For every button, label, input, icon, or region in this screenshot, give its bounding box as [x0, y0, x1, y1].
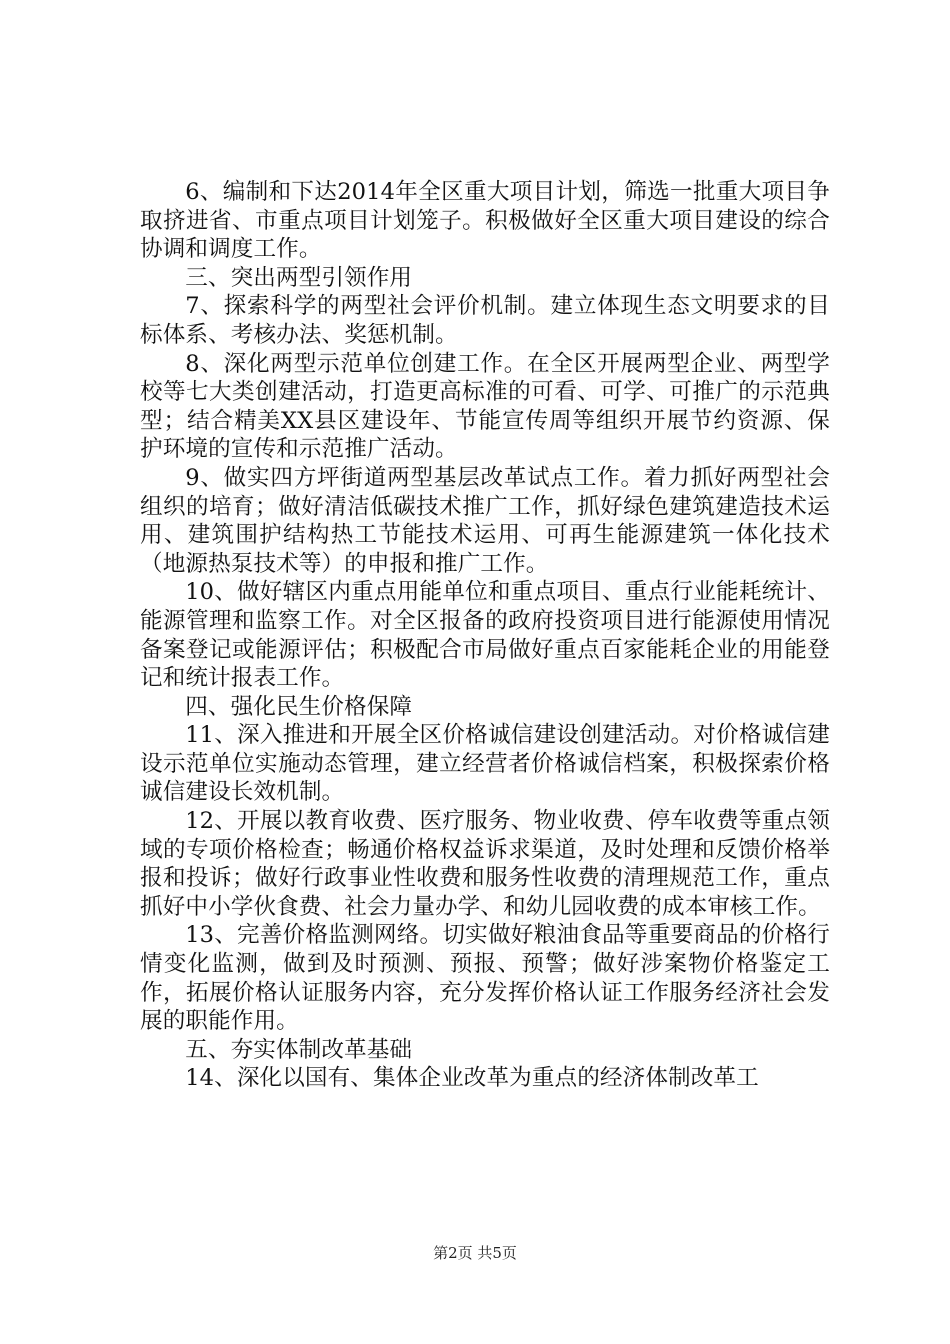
paragraph-14: 14、深化以国有、集体企业改革为重点的经济体制改革工 — [185, 1065, 759, 1092]
page-footer — [0, 1242, 950, 1263]
document-body — [140, 178, 830, 1093]
section-heading-3: 三、突出两型引领作用 — [185, 264, 413, 291]
paragraph-12: 12、开展以教育收费、医疗服务、物业收费、停车收费等重点领域的专项价格检查；畅通价格权益诉求渠道，及时处理和反馈价格举报和投诉；做好行政事业性收费和服务性收费的清理规范工作，重点抓好中小学伙食费、社会力量办学、和幼儿园收费的成本审核工作。 — [140, 808, 830, 920]
section-heading-4: 四、强化民生价格保障 — [185, 693, 413, 720]
section-heading-5: 五、夯实体制改革基础 — [185, 1036, 413, 1063]
paragraph-9: 9、做实四方坪街道两型基层改革试点工作。着力抓好两型社会组织的培育；做好清洁低碳技术推广工作，抓好绿色建筑建造技术运用、建筑围护结构热工节能技术运用、可再生能源建筑一体化技术（地源热泵技术等）的申报和推广工作。 — [140, 464, 830, 577]
paragraph-10: 10、做好辖区内重点用能单位和重点项目、重点行业能耗统计、能源管理和监察工作。对全区报备的政府投资项目进行能源使用情况备案登记或能源评估；积极配合市局做好重点百家能耗企业的用能登记和统计报表工作。 — [140, 579, 830, 692]
paragraph-13: 13、完善价格监测网络。切实做好粮油食品等重要商品的价格行情变化监测，做到及时预测、预报、预警；做好涉案物价格鉴定工作，拓展价格认证服务内容，充分发挥价格认证工作服务经济社会发展的职能作用。 — [140, 922, 830, 1035]
paragraph-6: 6、编制和下达2014年全区重大项目计划，筛选一批重大项目争取挤进省、市重点项目计划笼子。积极做好全区重大项目建设的综合协调和调度工作。 — [140, 179, 830, 263]
paragraph-8: 8、深化两型示范单位创建工作。在全区开展两型企业、两型学校等七大类创建活动，打造更高标准的可看、可学、可推广的示范典型；结合精美XX县区建设年、节能宣传周等组织开展节约资源、保护环境的宣传和示范推广活动。 — [140, 350, 830, 463]
page-number-label: 第2页 共5页 — [433, 1244, 517, 1262]
paragraph-11: 11、深入推进和开展全区价格诚信建设创建活动。对价格诚信建设示范单位实施动态管理，建立经营者价格诚信档案，积极探索价格诚信建设长效机制。 — [140, 722, 830, 806]
paragraph-7: 7、探索科学的两型社会评价机制。建立体现生态文明要求的目标体系、考核办法、奖惩机制。 — [140, 293, 830, 348]
